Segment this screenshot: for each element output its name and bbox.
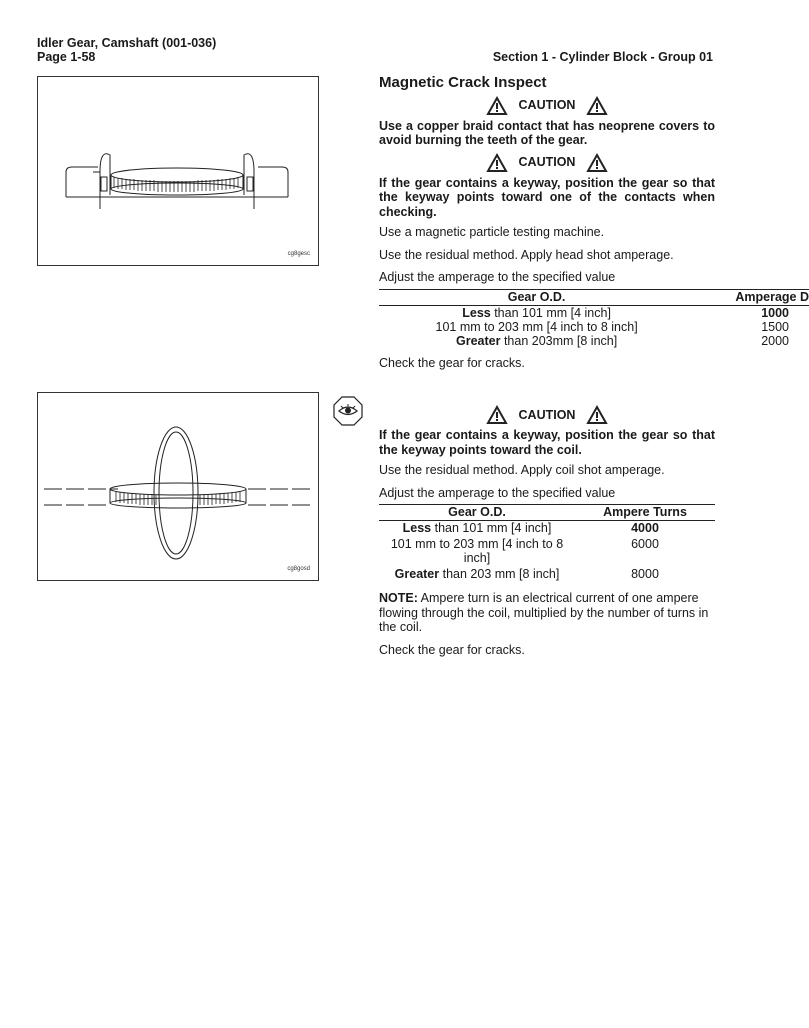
caution-header bbox=[379, 406, 715, 424]
table-row: 101 mm to 203 mm [4 inch to 8 inch] 1500 bbox=[435, 319, 789, 334]
page-header-left bbox=[37, 36, 216, 64]
warning-triangle-icon bbox=[487, 154, 507, 172]
caution-header bbox=[379, 97, 715, 115]
document-title: Idler Gear, Camshaft (001-036) bbox=[37, 36, 217, 50]
coil-shot-ampere-turns-table bbox=[379, 504, 715, 583]
caution-label: CAUTION bbox=[518, 407, 576, 422]
figure-code: cg8gesc bbox=[287, 251, 310, 257]
caution-text: If the gear contains a keyway, position the gear so that the keyway points toward one of the contacts when checking. bbox=[379, 175, 715, 219]
page-number: Page 1-58 bbox=[37, 50, 96, 64]
warning-triangle-icon bbox=[587, 97, 607, 115]
step-text: Adjust the amperage to the specified value bbox=[379, 270, 616, 284]
note-paragraph bbox=[379, 591, 715, 635]
warning-triangle-icon bbox=[587, 406, 607, 424]
caution-header bbox=[379, 154, 715, 172]
caution-text: If the gear contains a keyway, position the gear so that the keyway points toward the coil. bbox=[379, 428, 715, 457]
table-row: 101 mm to 203 mm [4 inch to 8 inch] 6000 bbox=[390, 537, 659, 565]
content-column-bottom bbox=[379, 402, 715, 665]
note-text: Ampere turn is an electrical current of one ampere flowing through the coil, multiplied by the number of turns in the coil. bbox=[379, 591, 709, 634]
head-shot-amperage-table bbox=[379, 289, 809, 348]
note-label: NOTE: bbox=[379, 591, 418, 605]
step-text: Check the gear for cracks. bbox=[379, 355, 525, 370]
warning-triangle-icon bbox=[487, 406, 507, 424]
content-column-top bbox=[379, 74, 809, 378]
table-row: Greater than 203 mm [8 inch] 8000 bbox=[394, 567, 659, 581]
table-row: Greater than 203mm [8 inch] 2000 bbox=[455, 333, 789, 348]
table-header: Ampere Turns bbox=[575, 505, 715, 521]
table-header: Gear O.D. bbox=[379, 505, 575, 521]
coil-shot-illustration bbox=[38, 393, 318, 580]
figure-coil-shot bbox=[37, 392, 319, 581]
step-text: Adjust the amperage to the specified value bbox=[379, 485, 616, 500]
table-header: Gear O.D. bbox=[379, 289, 694, 305]
step-text: Use the residual method. Apply coil shot amperage. bbox=[379, 463, 665, 477]
caution-label: CAUTION bbox=[518, 98, 576, 113]
warning-triangle-icon bbox=[587, 154, 607, 172]
figure-code: cg8gosd bbox=[287, 566, 310, 572]
table-header: Amperage D bbox=[694, 289, 809, 305]
caution-text: Use a copper braid contact that has neoprene covers to avoid burning the teeth of the gear. bbox=[379, 118, 715, 147]
step-text: Use the residual method. Apply head shot amperage. bbox=[379, 247, 674, 262]
figure-head-shot bbox=[37, 76, 319, 266]
caution-label: CAUTION bbox=[518, 155, 576, 170]
step-text: Check the gear for cracks. bbox=[379, 642, 525, 657]
step-text: Use a magnetic particle testing machine. bbox=[379, 225, 605, 239]
section-label: Section 1 - Cylinder Block - Group 01 bbox=[492, 50, 713, 64]
inspect-eye-icon bbox=[333, 396, 363, 426]
head-shot-illustration bbox=[38, 77, 318, 265]
warning-triangle-icon bbox=[487, 97, 507, 115]
table-row: Less than 101 mm [4 inch] 1000 bbox=[462, 305, 789, 320]
table-row: Less than 101 mm [4 inch] 4000 bbox=[402, 521, 659, 535]
section-title: Magnetic Crack Inspect bbox=[379, 74, 547, 91]
